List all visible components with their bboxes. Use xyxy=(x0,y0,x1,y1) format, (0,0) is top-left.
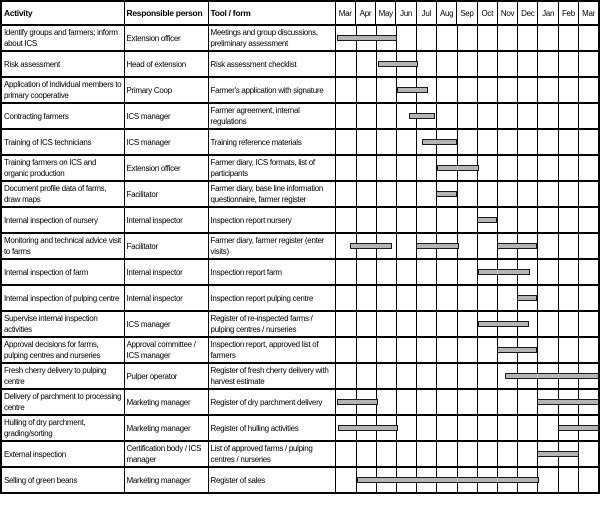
task-row xyxy=(1,337,599,363)
month-gridline xyxy=(578,52,579,76)
timeline-cell xyxy=(335,441,599,467)
tool-form-cell: Inspection report pulping centre xyxy=(208,285,335,311)
month-gridline xyxy=(558,468,559,492)
month-gridline xyxy=(436,78,437,102)
month-gridline xyxy=(376,78,377,102)
month-gridline xyxy=(376,208,377,232)
month-header: Jun xyxy=(396,1,416,25)
month-gridline xyxy=(497,364,498,388)
month-gridline xyxy=(578,234,579,258)
month-gridline xyxy=(356,156,357,180)
month-gridline xyxy=(416,182,417,206)
month-gridline xyxy=(376,442,377,466)
month-gridline xyxy=(477,52,478,76)
month-gridline xyxy=(537,130,538,154)
month-gridline xyxy=(578,286,579,310)
responsible-person-cell: Internal inspector xyxy=(124,207,208,233)
month-gridline xyxy=(537,260,538,284)
header-row xyxy=(1,1,599,25)
responsible-person-cell: Certification body / ICS manager xyxy=(124,441,208,467)
timeline-cell xyxy=(335,129,599,155)
gantt-bar xyxy=(477,217,497,223)
gantt-bar xyxy=(478,269,530,275)
month-gridline xyxy=(578,26,579,50)
month-header: Sep xyxy=(457,1,477,25)
month-gridline xyxy=(376,156,377,180)
tool-form-cell: Inspection report, approved list of farmers xyxy=(208,337,335,363)
month-gridline xyxy=(537,104,538,128)
month-gridline xyxy=(477,338,478,362)
month-header: Oct xyxy=(477,1,497,25)
timeline-cell xyxy=(335,259,599,285)
month-gridline xyxy=(457,182,458,206)
gantt-bar xyxy=(505,373,599,379)
responsible-person-cell: Internal inspector xyxy=(124,285,208,311)
task-row xyxy=(1,467,599,493)
month-gridline xyxy=(376,338,377,362)
task-row xyxy=(1,363,599,389)
month-gridline xyxy=(497,208,498,232)
month-gridline xyxy=(517,130,518,154)
month-gridline xyxy=(457,78,458,102)
tool-form-cell: Meetings and group discussions, preliminary assessment xyxy=(208,25,335,51)
month-gridline xyxy=(396,208,397,232)
task-row xyxy=(1,311,599,337)
month-gridline xyxy=(396,312,397,336)
month-gridline xyxy=(558,130,559,154)
month-gridline xyxy=(537,416,538,440)
timeline-cell xyxy=(335,77,599,103)
month-header: May xyxy=(376,1,396,25)
month-gridline xyxy=(517,442,518,466)
month-gridline xyxy=(416,312,417,336)
gantt-bar xyxy=(397,87,428,93)
responsible-person-cell: Extension officer xyxy=(124,155,208,181)
month-gridline xyxy=(497,78,498,102)
month-gridline xyxy=(396,234,397,258)
responsible-person-cell: Internal inspector xyxy=(124,259,208,285)
gantt-bar xyxy=(537,451,578,457)
month-gridline xyxy=(376,312,377,336)
month-gridline xyxy=(457,364,458,388)
month-gridline xyxy=(558,260,559,284)
task-row xyxy=(1,129,599,155)
month-gridline xyxy=(517,104,518,128)
month-gridline xyxy=(436,390,437,414)
month-gridline xyxy=(376,182,377,206)
activity-cell: External inspection xyxy=(1,441,124,467)
responsible-person-cell: Pulper operator xyxy=(124,363,208,389)
month-gridline xyxy=(396,104,397,128)
month-header: Mar xyxy=(579,1,599,25)
month-gridline xyxy=(497,182,498,206)
responsible-person-cell: Marketing manager xyxy=(124,467,208,493)
month-gridline xyxy=(396,364,397,388)
gantt-bar xyxy=(497,243,537,249)
responsible-person-cell: Approval committee / ICS manager xyxy=(124,337,208,363)
tool-form-cell: Farmer diary, ICS formats, list of participants xyxy=(208,155,335,181)
month-gridline xyxy=(477,234,478,258)
month-gridline xyxy=(578,208,579,232)
month-gridline xyxy=(578,130,579,154)
month-gridline xyxy=(356,78,357,102)
activity-cell: Internal inspection of nursery xyxy=(1,207,124,233)
month-gridline xyxy=(396,338,397,362)
month-gridline xyxy=(497,26,498,50)
month-gridline xyxy=(578,104,579,128)
month-header: Apr xyxy=(355,1,375,25)
month-gridline xyxy=(558,156,559,180)
month-gridline xyxy=(457,260,458,284)
month-gridline xyxy=(517,390,518,414)
tool-form-cell: Register of dry parchment delivery xyxy=(208,389,335,415)
tool-form-cell: Register of sales xyxy=(208,467,335,493)
month-gridline xyxy=(537,312,538,336)
month-gridline xyxy=(416,364,417,388)
month-header: Mar xyxy=(335,1,355,25)
month-gridline xyxy=(558,104,559,128)
activity-cell: Selling of green beans xyxy=(1,467,124,493)
gantt-bar xyxy=(537,399,599,405)
month-header: Dec xyxy=(518,1,538,25)
month-gridline xyxy=(537,156,538,180)
month-gridline xyxy=(537,234,538,258)
month-gridline xyxy=(376,286,377,310)
month-gridline xyxy=(396,390,397,414)
task-row xyxy=(1,155,599,181)
month-gridline xyxy=(416,260,417,284)
gantt-bar xyxy=(357,477,540,483)
month-gridline xyxy=(477,390,478,414)
gantt-bar xyxy=(422,139,456,145)
month-header: Jul xyxy=(416,1,436,25)
month-gridline xyxy=(457,26,458,50)
task-row xyxy=(1,51,599,77)
gantt-bar xyxy=(337,399,378,405)
tool-form-cell: Inspection report farm xyxy=(208,259,335,285)
month-gridline xyxy=(537,338,538,362)
month-gridline xyxy=(457,312,458,336)
month-gridline xyxy=(396,156,397,180)
month-gridline xyxy=(376,260,377,284)
timeline-cell xyxy=(335,181,599,207)
tool-form-cell: Register of fresh cherry delivery with harvest estimate xyxy=(208,363,335,389)
responsible-person-cell: ICS manager xyxy=(124,311,208,337)
month-gridline xyxy=(517,182,518,206)
activity-cell: Training farmers on ICS and organic production xyxy=(1,155,124,181)
tool-form-cell: Training reference materials xyxy=(208,129,335,155)
month-gridline xyxy=(537,78,538,102)
month-gridline xyxy=(396,182,397,206)
month-gridline xyxy=(517,52,518,76)
gantt-bar xyxy=(497,347,537,353)
month-gridline xyxy=(376,52,377,76)
month-gridline xyxy=(497,156,498,180)
month-header: Feb xyxy=(558,1,578,25)
column-header-activity: Activity xyxy=(1,1,124,25)
month-gridline xyxy=(436,104,437,128)
month-gridline xyxy=(416,338,417,362)
activity-cell: Identify groups and farmers; inform about ICS xyxy=(1,25,124,51)
month-gridline xyxy=(356,208,357,232)
activity-cell: Hulling of dry parchment, grading/sorting xyxy=(1,415,124,441)
month-gridline xyxy=(497,442,498,466)
month-gridline xyxy=(356,104,357,128)
month-gridline xyxy=(537,26,538,50)
activity-cell: Delivery of parchment to processing centre xyxy=(1,389,124,415)
month-header: Nov xyxy=(497,1,517,25)
month-gridline xyxy=(457,416,458,440)
activity-cell: Document profile data of farms, draw maps xyxy=(1,181,124,207)
month-gridline xyxy=(376,130,377,154)
task-row xyxy=(1,415,599,441)
month-gridline xyxy=(537,286,538,310)
month-gridline xyxy=(436,208,437,232)
tool-form-cell: Register of re-inspected farms / pulping centres / nurseries xyxy=(208,311,335,337)
month-gridline xyxy=(457,390,458,414)
month-gridline xyxy=(558,338,559,362)
month-gridline xyxy=(578,260,579,284)
month-gridline xyxy=(517,78,518,102)
activity-cell: Internal inspection of pulping centre xyxy=(1,285,124,311)
task-row xyxy=(1,233,599,259)
month-gridline xyxy=(457,338,458,362)
month-gridline xyxy=(578,156,579,180)
month-gridline xyxy=(578,468,579,492)
month-gridline xyxy=(457,286,458,310)
month-gridline xyxy=(396,260,397,284)
month-gridline xyxy=(477,416,478,440)
activity-cell: Contracting farmers xyxy=(1,103,124,129)
activity-cell: Application of individual members to primary cooperative xyxy=(1,77,124,103)
task-row xyxy=(1,285,599,311)
gantt-bar xyxy=(436,191,456,197)
tool-form-cell: Farmer's application with signature xyxy=(208,77,335,103)
tool-form-cell: Register of hulling activities xyxy=(208,415,335,441)
tool-form-cell: Inspection report nursery xyxy=(208,207,335,233)
month-gridline xyxy=(558,52,559,76)
month-gridline xyxy=(416,130,417,154)
month-gridline xyxy=(457,442,458,466)
month-gridline xyxy=(497,286,498,310)
responsible-person-cell: ICS manager xyxy=(124,103,208,129)
month-gridline xyxy=(396,442,397,466)
month-gridline xyxy=(497,390,498,414)
timeline-cell xyxy=(335,233,599,259)
month-gridline xyxy=(497,104,498,128)
tool-form-cell: Farmer agreement, internal regulations xyxy=(208,103,335,129)
gantt-bar xyxy=(437,165,478,171)
timeline-cell xyxy=(335,51,599,77)
month-gridline xyxy=(517,26,518,50)
month-gridline xyxy=(477,182,478,206)
month-gridline xyxy=(436,338,437,362)
timeline-cell xyxy=(335,25,599,51)
activity-cell: Approval decisions for farms, pulping centres and nurseries xyxy=(1,337,124,363)
month-gridline xyxy=(396,286,397,310)
month-gridline xyxy=(436,364,437,388)
month-gridline xyxy=(457,130,458,154)
month-gridline xyxy=(558,234,559,258)
tool-form-cell: Farmer diary, farmer register (enter visits) xyxy=(208,233,335,259)
month-gridline xyxy=(578,338,579,362)
month-gridline xyxy=(558,312,559,336)
month-gridline xyxy=(558,286,559,310)
month-gridline xyxy=(578,312,579,336)
tool-form-cell: Risk assessment checklist xyxy=(208,51,335,77)
month-gridline xyxy=(497,130,498,154)
gantt-bar xyxy=(409,113,435,119)
month-gridline xyxy=(537,208,538,232)
task-row xyxy=(1,389,599,415)
task-row xyxy=(1,441,599,467)
month-gridline xyxy=(436,52,437,76)
month-gridline xyxy=(416,416,417,440)
month-gridline xyxy=(356,52,357,76)
activity-cell: Internal inspection of farm xyxy=(1,259,124,285)
timeline-cell xyxy=(335,467,599,493)
month-gridline xyxy=(416,390,417,414)
month-gridline xyxy=(436,260,437,284)
responsible-person-cell: ICS manager xyxy=(124,129,208,155)
gantt-bar xyxy=(378,61,418,67)
responsible-person-cell: Marketing manager xyxy=(124,415,208,441)
month-gridline xyxy=(457,52,458,76)
month-gridline xyxy=(578,182,579,206)
responsible-person-cell: Facilitator xyxy=(124,181,208,207)
tool-form-cell: Farmer diary, base line information questionnaire, farmer register xyxy=(208,181,335,207)
timeline-cell xyxy=(335,285,599,311)
activity-cell: Monitoring and technical advice visit to farms xyxy=(1,233,124,259)
month-gridline xyxy=(517,416,518,440)
column-header-responsible-person: Responsible person xyxy=(124,1,208,25)
month-gridline xyxy=(497,52,498,76)
month-gridline xyxy=(356,260,357,284)
timeline-cell xyxy=(335,155,599,181)
task-row xyxy=(1,259,599,285)
month-header: Aug xyxy=(436,1,456,25)
month-gridline xyxy=(578,78,579,102)
task-row xyxy=(1,25,599,51)
gantt-bar xyxy=(478,321,529,327)
month-gridline xyxy=(356,364,357,388)
gantt-bar xyxy=(338,425,399,431)
task-row xyxy=(1,103,599,129)
responsible-person-cell: Facilitator xyxy=(124,233,208,259)
month-gridline xyxy=(416,442,417,466)
responsible-person-cell: Head of extension xyxy=(124,51,208,77)
timeline-cell xyxy=(335,337,599,363)
activity-cell: Fresh cherry delivery to pulping centre xyxy=(1,363,124,389)
timeline-cell xyxy=(335,207,599,233)
month-gridline xyxy=(477,364,478,388)
activity-cell: Supervise internal inspection activities xyxy=(1,311,124,337)
task-row xyxy=(1,207,599,233)
month-gridline xyxy=(436,442,437,466)
month-gridline xyxy=(558,78,559,102)
month-gridline xyxy=(477,286,478,310)
month-gridline xyxy=(416,26,417,50)
month-gridline xyxy=(537,182,538,206)
month-gridline xyxy=(356,338,357,362)
month-gridline xyxy=(477,78,478,102)
month-gridline xyxy=(356,130,357,154)
month-gridline xyxy=(558,182,559,206)
month-gridline xyxy=(376,364,377,388)
month-gridline xyxy=(436,416,437,440)
month-gridline xyxy=(497,416,498,440)
timeline-cell xyxy=(335,103,599,129)
timeline-cell xyxy=(335,389,599,415)
month-gridline xyxy=(457,104,458,128)
month-gridline xyxy=(356,312,357,336)
task-rows xyxy=(1,25,599,493)
tool-form-cell: List of approved farms / pulping centres / nurseries xyxy=(208,441,335,467)
activity-cell: Risk assessment xyxy=(1,51,124,77)
month-gridline xyxy=(477,130,478,154)
month-gridline xyxy=(517,156,518,180)
month-gridline xyxy=(558,208,559,232)
timeline-cell xyxy=(335,311,599,337)
column-header-tool-form: Tool / form xyxy=(208,1,335,25)
month-gridline xyxy=(356,182,357,206)
gantt-bar xyxy=(350,243,392,249)
task-row xyxy=(1,77,599,103)
responsible-person-cell: Marketing manager xyxy=(124,389,208,415)
month-gridline xyxy=(416,208,417,232)
activity-cell: Training of ICS technicians xyxy=(1,129,124,155)
month-gridline xyxy=(477,26,478,50)
responsible-person-cell: Primary Coop xyxy=(124,77,208,103)
month-gridline xyxy=(356,442,357,466)
timeline-cell xyxy=(335,415,599,441)
month-gridline xyxy=(537,52,538,76)
month-gridline xyxy=(416,156,417,180)
month-gridline xyxy=(457,208,458,232)
gantt-bar xyxy=(558,425,599,431)
month-gridline xyxy=(416,286,417,310)
month-gridline xyxy=(436,286,437,310)
task-row xyxy=(1,181,599,207)
gantt-bar xyxy=(337,35,398,41)
month-gridline xyxy=(396,130,397,154)
timeline-cell xyxy=(335,363,599,389)
month-gridline xyxy=(477,104,478,128)
responsible-person-cell: Extension officer xyxy=(124,25,208,51)
month-gridline xyxy=(376,104,377,128)
month-gridline xyxy=(436,312,437,336)
gantt-bar xyxy=(416,243,458,249)
month-gridline xyxy=(356,286,357,310)
month-gridline xyxy=(436,26,437,50)
month-header: Jan xyxy=(538,1,558,25)
gantt-bar xyxy=(517,295,537,301)
month-gridline xyxy=(517,208,518,232)
month-gridline xyxy=(558,26,559,50)
month-gridline xyxy=(477,442,478,466)
